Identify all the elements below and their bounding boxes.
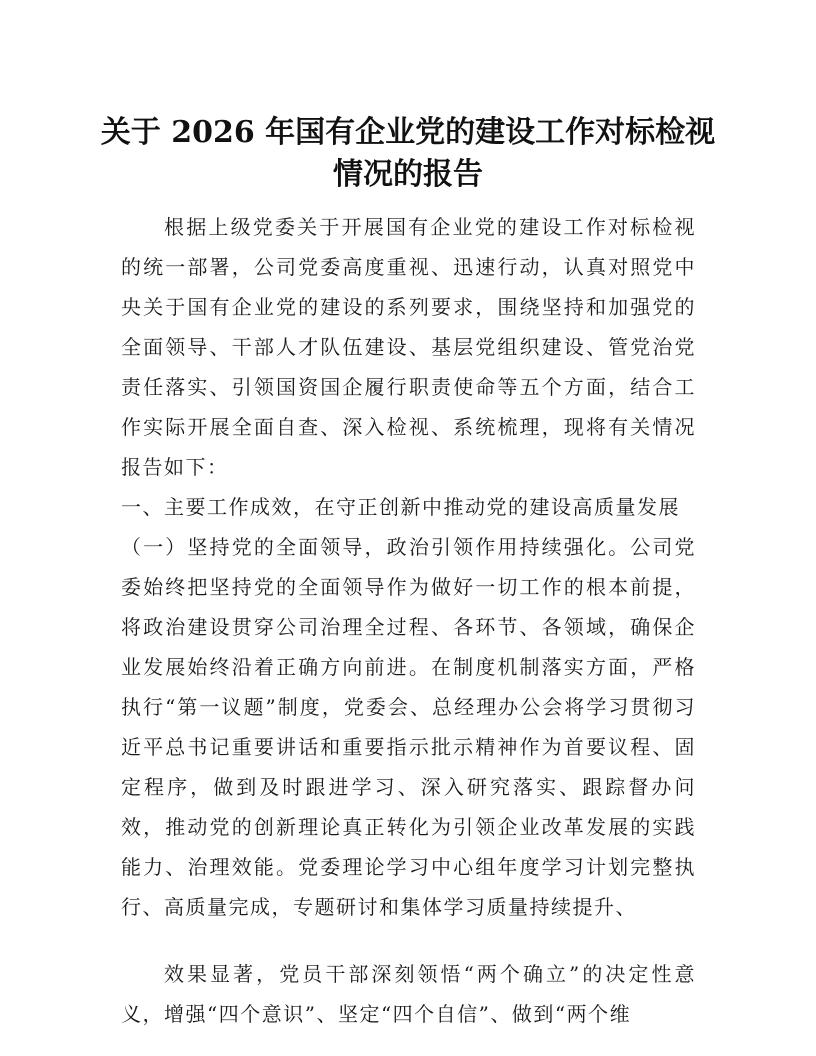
intro-paragraph: 根据上级党委关于开展国有企业党的建设工作对标检视的统一部署，公司党委高度重视、迅速行动，认真对照党中央关于国有企业党的建设的系列要求，围绕坚持和加强党的全面领导、干部人才队伍建设、基层党组织建设、管党治党责任落实、引领国资国企履行职责使命等五个方面，结合工作实际开展全面自查、深入检视、系统梳理，现将有关情况报告如下： — [121, 215, 696, 479]
document-body — [121, 207, 696, 1034]
section-heading-1: 一、主要工作成效，在守正创新中推动党的建设高质量发展 — [121, 495, 680, 519]
title-line-1: 关于 2026 年国有企业党的建设工作对标检视 — [100, 115, 716, 150]
title-line-2: 情况的报告 — [333, 157, 483, 192]
document-title — [100, 112, 716, 196]
paragraph-gap — [121, 927, 696, 954]
continuation-paragraph: 效果显著，党员干部深刻领悟“两个确立”的决定性意义，增强“四个意识”、坚定“四个自信”、做到“两个维 — [121, 962, 696, 1026]
subsection-paragraph-1: （一）坚持党的全面领导，政治引领作用持续强化。公司党委始终把坚持党的全面领导作为做好一切工作的根本前提，将政治建设贯穿公司治理全过程、各环节、各领域，确保企业发展始终沿着正确方向前进。在制度机制落实方面，严格执行“第一议题”制度，党委会、总经理办公会将学习贯彻习近平总书记重要讲话和重要指示批示精神作为首要议程、固定程序，做到及时跟进学习、深入研究落实、跟踪督办问效，推动党的创新理论真正转化为引领企业改革发展的实践能力、治理效能。党委理论学习中心组年度学习计划完整执行、高质量完成，专题研讨和集体学习质量持续提升、 — [121, 535, 696, 919]
